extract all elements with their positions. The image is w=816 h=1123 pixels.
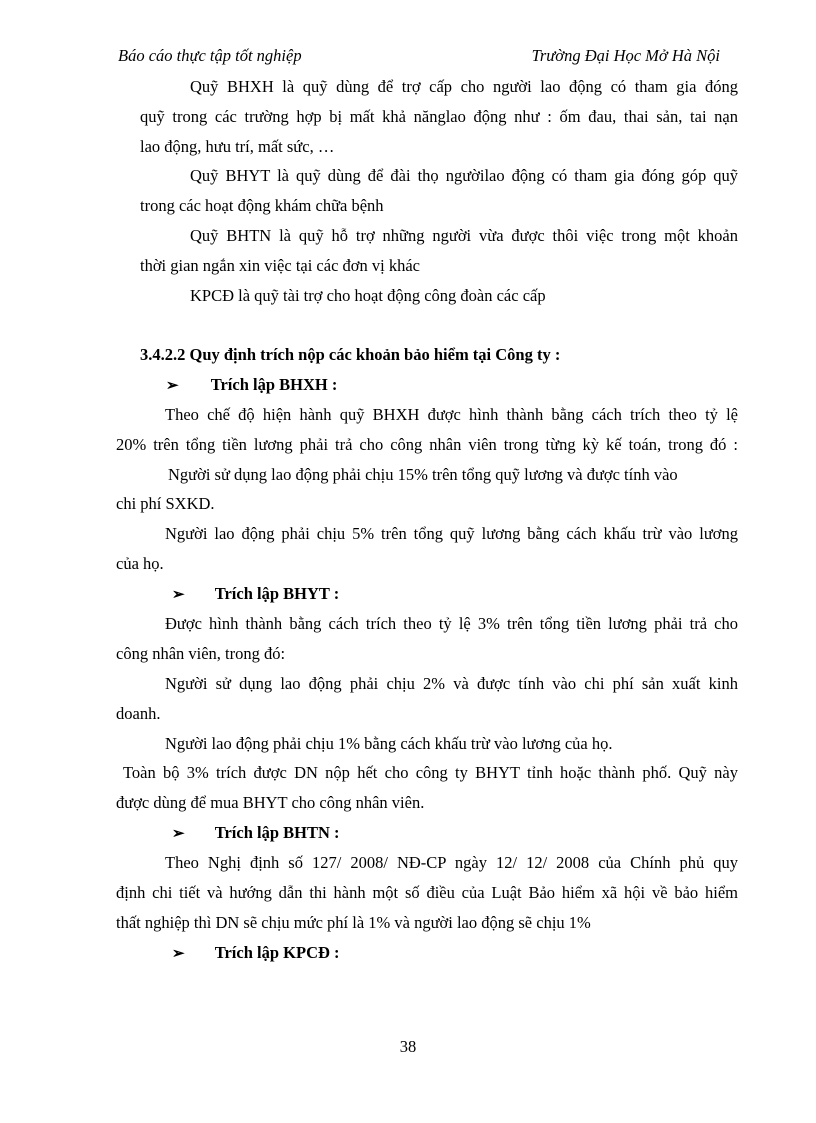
page-number: 38	[399, 1037, 417, 1056]
paragraph-bhyt-line: Quỹ BHYT là quỹ dùng để đài thọ ngườilao động có tham gia đóng góp quỹ	[190, 166, 738, 185]
paragraph-kpcd-line: KPCĐ là quỹ tài trợ cho hoạt động công đoàn các cấp	[190, 286, 546, 305]
bullet-row-bhyt	[172, 584, 339, 605]
bullet-arrow-icon: ➢	[166, 378, 179, 394]
bhyt-text-line: công nhân viên, trong đó:	[116, 644, 286, 663]
header-report-title: Báo cáo thực tập tốt nghiệp	[118, 46, 302, 65]
bhxh-text-line: Theo chế độ hiện hành quỹ BHXH được hình thành bằng cách trích theo tỷ lệ	[165, 405, 738, 424]
bhyt-text-line: Người sử dụng lao động phải chịu 2% và được tính vào chi phí sản xuất kinh	[165, 674, 738, 693]
bullet-heading-bhtn: Trích lập BHTN :	[214, 823, 340, 842]
paragraph-bhxh-line: lao động, hưu trí, mất sức, …	[140, 137, 335, 156]
bhyt-text-line: doanh.	[116, 704, 161, 723]
bhxh-text-line: chi phí SXKD.	[116, 494, 215, 513]
paragraph-bhxh-line: Quỹ BHXH là quỹ dùng để trợ cấp cho người lao động có tham gia đóng	[190, 77, 738, 96]
bullet-heading-kpcd: Trích lập KPCĐ :	[214, 943, 340, 962]
bullet-arrow-icon: ➢	[172, 946, 185, 962]
bhxh-text-line: của họ.	[116, 554, 164, 573]
bullet-row-bhxh	[166, 375, 337, 396]
bhyt-text-line: Toàn bộ 3% trích được DN nộp hết cho công ty BHYT tỉnh hoặc thành phố. Quỹ này	[123, 763, 738, 782]
bhxh-text-line: Người sử dụng lao động phải chịu 15% trên tổng quỹ lương và được tính vào	[168, 465, 678, 484]
bhyt-text-line: Người lao động phải chịu 1% bằng cách khấu trừ vào lương của họ.	[165, 734, 613, 753]
bhtn-text-line: thất nghiệp thì DN sẽ chịu mức phí là 1% và người lao động sẽ chịu 1%	[116, 913, 591, 932]
bullet-heading-bhyt: Trích lập BHYT :	[214, 584, 340, 603]
paragraph-bhtn-line: thời gian ngắn xin việc tại các đơn vị khác	[140, 256, 420, 275]
bullet-row-kpcd	[172, 943, 340, 964]
bhtn-text-line: định chi tiết và hướng dẫn thi hành một số điều của Luật Bảo hiểm xã hội về bảo hiểm	[116, 883, 738, 902]
header-university: Trường Đại Học Mở Hà Nội	[531, 46, 720, 65]
page-header	[118, 46, 720, 66]
paragraph-bhyt-line: trong các hoạt động khám chữa bệnh	[140, 196, 384, 215]
paragraph-bhxh-line: quỹ trong các trường hợp bị mất khả nănglao động như : ốm đau, thai sản, tai nạn	[140, 107, 738, 126]
bhxh-text-line: Người lao động phải chịu 5% trên tổng quỹ lương bằng cách khấu trừ vào lương	[165, 524, 738, 543]
section-heading: 3.4.2.2 Quy định trích nộp các khoản bảo hiểm tại Công ty :	[140, 345, 561, 364]
bullet-heading-bhxh: Trích lập BHXH :	[210, 375, 338, 394]
bhtn-text-line: Theo Nghị định số 127/ 2008/ NĐ-CP ngày 12/ 12/ 2008 của Chính phủ quy	[165, 853, 738, 872]
bhxh-text-line: 20% trên tổng tiền lương phải trả cho công nhân viên trong từng kỳ kế toán, trong đó :	[116, 435, 738, 454]
bhyt-text-line: Được hình thành bằng cách trích theo tỷ lệ 3% trên tổng tiền lương phải trả cho	[165, 614, 738, 633]
paragraph-bhtn-line: Quỹ BHTN là quỹ hỗ trợ những người vừa được thôi việc trong một khoản	[190, 226, 738, 245]
bullet-row-bhtn	[172, 823, 340, 844]
bullet-arrow-icon: ➢	[172, 587, 185, 603]
bullet-arrow-icon: ➢	[172, 826, 185, 842]
bhyt-text-line: được dùng để mua BHYT cho công nhân viên.	[116, 793, 425, 812]
